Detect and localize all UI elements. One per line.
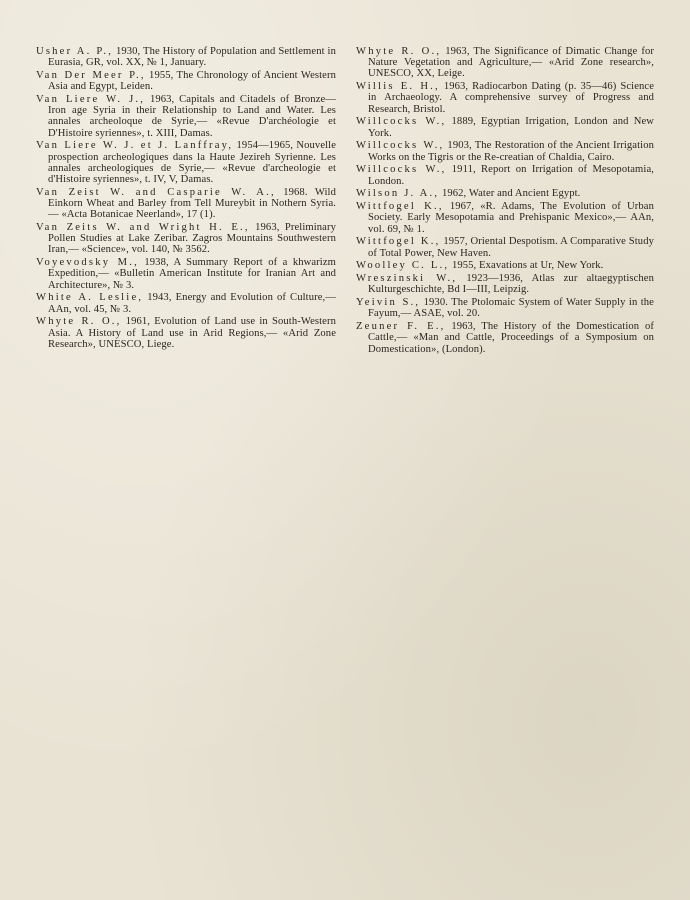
reference-details: 1961, Evolution of Land use in South-Western Asia. A History of Land use in Arid Regions,— «Arid Zone Research», UNESCO, Liege. (48, 316, 336, 350)
reference-details: 1962, Water and Ancient Egypt. (439, 188, 581, 200)
reference-author: Wreszinski W., (356, 273, 458, 285)
reference-author: Van Der Meer P., (36, 70, 146, 81)
reference-details: 1911, Report on Irrigation of Mesopotamia, London. (368, 164, 654, 187)
reference-author: Wittfogel K., (356, 201, 444, 213)
reference-entry (36, 222, 336, 256)
reference-details: 1963, Preliminary Pollen Studies at Lake Zeribar. Zagros Mountains Southwestern Iran,— «Science», vol. 140, № 3562. (48, 222, 336, 256)
reference-entry (356, 164, 654, 186)
bibliography-right-column (356, 46, 654, 356)
reference-entry (356, 273, 654, 295)
reference-author: Van Zeits W. and Wright H. E., (36, 222, 250, 234)
reference-details: 1955, Exavations at Ur, New York. (449, 260, 604, 272)
reference-entry (356, 116, 654, 138)
reference-entry (36, 140, 336, 185)
reference-entry (356, 46, 654, 80)
reference-entry (36, 316, 336, 350)
reference-author: Yeivin S., (356, 297, 421, 309)
reference-details: 1954—1965, Nouvelle prospection archeologiques dans la Haute Jezireh Syrienne. Les annales archeologiques de Syrie,— «Revue d'archeologie et d'Histoire syriennes», t. IV, V, Damas. (48, 140, 337, 186)
reference-entry (36, 94, 336, 139)
reference-entry (356, 236, 654, 258)
reference-details: 1957, Oriental Despotism. A Comparative Study of Total Power, New Haven. (368, 236, 654, 259)
reference-author: White A. Leslie, (36, 292, 144, 304)
reference-entry (356, 81, 654, 115)
reference-author: Willcocks W., (356, 116, 447, 128)
reference-details: 1938, A Summary Report of a khwarizm Expedition,— «Bulletin American Institute for Iranian Art and Architecture», № 3. (48, 257, 336, 291)
reference-author: Wittfogel K., (356, 236, 441, 248)
reference-author: Wilson J. A., (356, 188, 440, 200)
reference-details: 1968. Wild Einkorn Wheat and Barley from Tell Mureybit in Nothern Syria.— «Acta Botanicae Neerland», 17 (1). (48, 186, 336, 221)
reference-entry (356, 188, 654, 199)
reference-author: Woolley C. L., (356, 260, 450, 272)
reference-author: Whyte R. O., (356, 46, 442, 57)
reference-details: 1930, The History of Population and Settlement in Eurasia, GR, vol. XX, № 1, January. (48, 46, 336, 69)
reference-author: Whyte R. O., (36, 316, 122, 328)
reference-author: Willcocks W., (356, 140, 445, 152)
reference-entry (36, 46, 336, 68)
reference-entry (356, 140, 654, 162)
reference-details: 1963, The Significance of Dimatic Change for Nature Vegetation and Agriculture,— «Arid Zone research», UNESCO, XX, Leige. (368, 46, 654, 80)
reference-details: 1967, «R. Adams, The Evolution of Urban Society. Early Mesopotamia and Prehispanic Mexico»,— AAn, vol. 69, № 1. (368, 201, 654, 235)
reference-author: Willis E. H., (356, 81, 440, 93)
reference-details: 1955, The Chronology of Ancient Western Asia and Egypt, Leiden. (48, 70, 336, 93)
reference-author: Zeuner F. E., (356, 321, 446, 333)
reference-details: 1963, The History of the Domestication of Cattle,— «Man and Cattle, Proceedings of a Symposium on Domestication», (London). (368, 321, 654, 355)
reference-author: Voyevodsky M., (36, 257, 139, 269)
reference-details: 1923—1936, Atlas zur altaegyptischen Kulturgeschichte, Bd I—III, Leipzig. (368, 273, 655, 296)
reference-entry (356, 321, 654, 355)
reference-author: Van Liere W. J., (36, 94, 146, 105)
reference-entry (36, 257, 336, 291)
reference-details: 1889, Egyptian Irrigation, London and New York. (368, 116, 654, 139)
reference-entry (356, 260, 654, 271)
reference-entry (36, 70, 336, 92)
reference-author: Usher A. P., (36, 46, 114, 57)
reference-entry (356, 297, 654, 319)
reference-details: 1963, Capitals and Citadels of Bronze— Iron age Syria in their Relationship to Land and Water. Les annales archeoloque de Syrie,— «Revue D'archéologie et D'Histoire syriennes», t. XIII, Damas. (48, 94, 336, 139)
reference-author: Van Liere W. J. et J. Lanffray, (36, 140, 234, 152)
reference-author: Willcocks W., (356, 164, 447, 176)
reference-details: 1903, The Restoration of the Ancient Irrigation Works on the Tigris or the Re-creatian of Chaldia, Cairo. (368, 140, 654, 163)
reference-details: 1943, Energy and Evolution of Culture,— AAn, vol. 45, № 3. (48, 292, 336, 315)
reference-author: Van Zeist W. and Casparie W. A., (36, 186, 276, 198)
reference-details: 1963, Radiocarbon Dating (p. 35—46) Science in Archaeology. A comprehensive survey of Progress and Research, Bristol. (368, 81, 654, 115)
reference-entry (36, 187, 336, 221)
bibliography-left-column (36, 46, 336, 352)
reference-entry (36, 292, 336, 314)
reference-entry (356, 201, 654, 235)
reference-details: 1930. The Ptolomaic System of Water Supply in the Fayum,— ASAE, vol. 20. (368, 297, 654, 320)
